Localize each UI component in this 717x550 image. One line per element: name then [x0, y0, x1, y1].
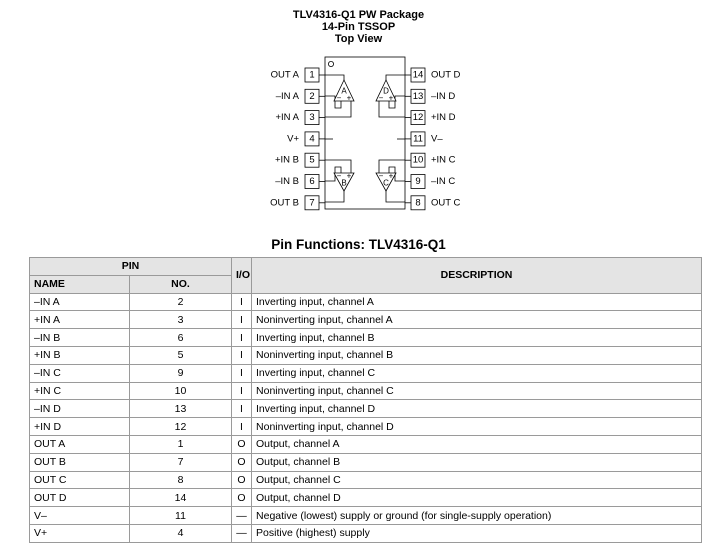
pin-number: 3 — [309, 112, 315, 124]
cell-io: — — [232, 507, 252, 525]
internal-wire — [325, 75, 344, 83]
cell-io: I — [232, 293, 252, 311]
cell-no: 3 — [130, 311, 232, 329]
pin1-marker-icon — [328, 61, 333, 66]
package-title-line3: Top View — [334, 33, 383, 45]
header-pin: PIN — [30, 258, 232, 276]
cell-name: OUT C — [30, 471, 130, 489]
cell-name: +IN A — [30, 311, 130, 329]
cell-desc: Noninverting input, channel D — [252, 418, 702, 436]
cell-no: 9 — [130, 364, 232, 382]
cell-desc: Noninverting input, channel A — [252, 311, 702, 329]
table-row — [30, 418, 702, 436]
package-body — [325, 57, 405, 209]
cell-io: O — [232, 471, 252, 489]
cell-io: I — [232, 400, 252, 418]
pin-number: 10 — [412, 154, 424, 166]
pin-label: +IN D — [431, 112, 456, 124]
cell-io: — — [232, 524, 252, 542]
cell-name: OUT A — [30, 435, 130, 453]
pin-number: 12 — [412, 112, 424, 124]
cell-desc: Noninverting input, channel B — [252, 346, 702, 364]
plus-sign-icon: + — [346, 93, 352, 103]
cell-desc: Inverting input, channel D — [252, 400, 702, 418]
cell-desc: Inverting input, channel C — [252, 364, 702, 382]
cell-desc: Inverting input, channel A — [252, 293, 702, 311]
minus-sign-icon: − — [336, 171, 342, 181]
pin-label: V+ — [287, 133, 299, 145]
cell-no: 5 — [130, 346, 232, 364]
cell-no: 8 — [130, 471, 232, 489]
cell-name: V– — [30, 507, 130, 525]
pin-number: 11 — [413, 133, 423, 145]
plus-sign-icon: + — [388, 93, 394, 103]
internal-wire — [386, 188, 405, 202]
amp-channel-label: A — [341, 86, 347, 96]
cell-name: –IN D — [30, 400, 130, 418]
cell-desc: Output, channel B — [252, 453, 702, 471]
table-row — [30, 507, 702, 525]
pin-number: 5 — [309, 154, 315, 166]
plus-sign-icon: + — [346, 171, 352, 181]
amp-channel-label: B — [341, 178, 347, 188]
header-io: I/O — [232, 258, 252, 294]
table-row — [30, 453, 702, 471]
package-title-line2: 14-Pin TSSOP — [321, 21, 396, 33]
minus-sign-icon: − — [378, 93, 384, 103]
cell-io: I — [232, 329, 252, 347]
pin-number: 13 — [412, 90, 424, 102]
internal-wire — [325, 188, 344, 202]
pin-label: V– — [431, 133, 443, 145]
cell-no: 4 — [130, 524, 232, 542]
cell-no: 6 — [130, 329, 232, 347]
cell-name: OUT B — [30, 453, 130, 471]
table-title: Pin Functions: TLV4316-Q1 — [271, 237, 446, 252]
pin-functions-table — [29, 257, 702, 543]
cell-io: O — [232, 489, 252, 507]
cell-io: I — [232, 311, 252, 329]
pinout-svg — [255, 55, 470, 215]
pin-number: 14 — [412, 69, 424, 81]
pin-label: OUT A — [270, 69, 299, 81]
pin-label: +IN B — [274, 154, 299, 166]
pin-label: +IN C — [431, 154, 456, 166]
package-title-line1: TLV4316-Q1 PW Package — [292, 9, 425, 21]
cell-desc: Positive (highest) supply — [252, 524, 702, 542]
cell-name: –IN C — [30, 364, 130, 382]
pin-number: 1 — [309, 69, 315, 81]
cell-name: +IN C — [30, 382, 130, 400]
pin-label: OUT B — [270, 197, 299, 209]
pin-number: 4 — [309, 133, 315, 145]
pin-label: +IN A — [275, 112, 299, 124]
cell-name: –IN B — [30, 329, 130, 347]
cell-desc: Inverting input, channel B — [252, 329, 702, 347]
table-row — [30, 471, 702, 489]
cell-desc: Negative (lowest) supply or ground (for single-supply operation) — [252, 507, 702, 525]
pin-number: 8 — [415, 197, 421, 209]
table-row — [30, 293, 702, 311]
cell-desc: Output, channel C — [252, 471, 702, 489]
pin-number: 6 — [309, 176, 315, 187]
cell-io: O — [232, 435, 252, 453]
table-row — [30, 435, 702, 453]
table-row — [30, 346, 702, 364]
pin-number: 2 — [309, 90, 315, 102]
cell-desc: Output, channel D — [252, 489, 702, 507]
pin-number: 7 — [309, 197, 315, 209]
pin-label: OUT D — [431, 69, 461, 81]
internal-wire — [379, 101, 405, 117]
cell-no: 14 — [130, 489, 232, 507]
cell-no: 2 — [130, 293, 232, 311]
cell-io: I — [232, 364, 252, 382]
cell-io: O — [232, 453, 252, 471]
amp-channel-label: C — [383, 178, 389, 188]
cell-io: I — [232, 382, 252, 400]
pin-label: –IN D — [431, 90, 456, 102]
minus-sign-icon: − — [378, 171, 384, 181]
header-no: NO. — [130, 275, 232, 293]
cell-name: +IN D — [30, 418, 130, 436]
pin-label: –IN C — [431, 176, 456, 187]
cell-no: 13 — [130, 400, 232, 418]
internal-wire — [386, 75, 405, 83]
plus-sign-icon: + — [388, 171, 394, 181]
header-name: NAME — [30, 275, 130, 293]
cell-io: I — [232, 346, 252, 364]
pin-label: –IN A — [275, 90, 299, 102]
cell-name: –IN A — [30, 293, 130, 311]
package-title — [0, 9, 717, 45]
cell-name: +IN B — [30, 346, 130, 364]
internal-wire — [325, 101, 351, 117]
amp-channel-label: D — [383, 86, 389, 96]
cell-desc: Output, channel A — [252, 435, 702, 453]
pin-label: –IN B — [275, 176, 299, 187]
cell-no: 7 — [130, 453, 232, 471]
pin-number: 9 — [415, 176, 421, 187]
table-row — [30, 489, 702, 507]
pin-label: OUT C — [431, 197, 461, 209]
cell-no: 11 — [130, 507, 232, 525]
cell-name: OUT D — [30, 489, 130, 507]
table-row — [30, 400, 702, 418]
pinout-diagram — [255, 55, 470, 215]
minus-sign-icon: − — [336, 93, 342, 103]
table-row — [30, 311, 702, 329]
cell-no: 1 — [130, 435, 232, 453]
cell-no: 12 — [130, 418, 232, 436]
table-row — [30, 329, 702, 347]
cell-desc: Noninverting input, channel C — [252, 382, 702, 400]
cell-io: I — [232, 418, 252, 436]
table-row — [30, 364, 702, 382]
cell-no: 10 — [130, 382, 232, 400]
table-row — [30, 524, 702, 542]
table-row — [30, 382, 702, 400]
header-description: DESCRIPTION — [252, 258, 702, 294]
cell-name: V+ — [30, 524, 130, 542]
